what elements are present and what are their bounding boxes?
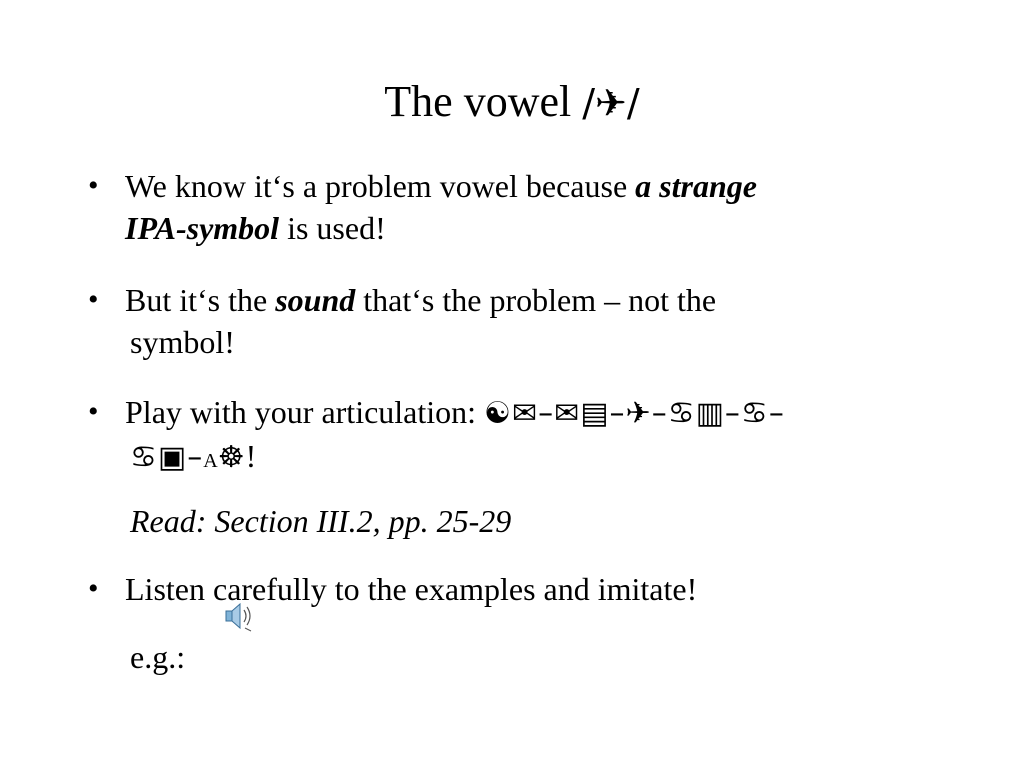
bullet-dot: • xyxy=(88,395,99,428)
example-label: e.g.: xyxy=(130,639,186,675)
bullet-text: We know it‘s a problem vowel because xyxy=(125,168,636,204)
reading-note: Read: Section III.2, pp. 25-29 xyxy=(130,503,512,539)
bullet-dot: • xyxy=(88,572,99,605)
bullet-problem-vowel xyxy=(88,165,945,249)
ipa-sequence: ♋▣– xyxy=(130,440,204,475)
bullet-text: is used! xyxy=(279,210,386,246)
bullet-dot: • xyxy=(88,283,99,316)
bullet-text: that‘s the problem – not the xyxy=(355,282,717,318)
ipa-sequence: ☯✉–✉▤–✈–♋▥–♋– xyxy=(484,396,785,431)
bullet-line xyxy=(125,435,945,482)
bullet-emphasis: IPA-symbol xyxy=(125,210,280,246)
bullet-line: Listen carefully to the examples and imitate! xyxy=(125,571,698,607)
title-ipa-symbol: /✈/ xyxy=(582,81,640,125)
slide-title xyxy=(0,74,1024,131)
bullet-line xyxy=(125,207,945,249)
bullet-line xyxy=(125,279,945,321)
bullet-text: Play with your articulation: xyxy=(125,394,485,430)
bullet-emphasis: a strange xyxy=(635,168,757,204)
title-text: The vowel xyxy=(384,77,583,126)
ipa-small: A xyxy=(203,450,218,472)
bullet-text: ! xyxy=(245,438,257,474)
bullet-emphasis: sound xyxy=(275,282,356,318)
bullet-sound-problem xyxy=(88,279,945,363)
speaker-icon[interactable] xyxy=(220,598,256,634)
bullet-line xyxy=(125,391,945,435)
bullet-line xyxy=(125,165,945,207)
bullet-line: symbol! xyxy=(130,324,235,360)
ipa-sequence-end: ☸ xyxy=(217,440,246,475)
bullet-dot: • xyxy=(88,169,99,202)
bullet-articulation xyxy=(88,391,945,482)
bullet-text: But it‘s the xyxy=(125,282,276,318)
